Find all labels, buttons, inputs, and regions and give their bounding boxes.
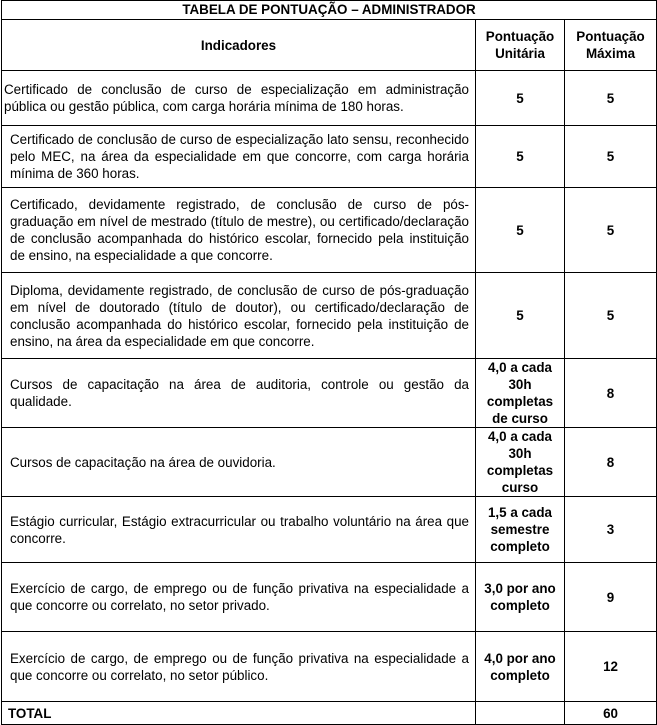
indicador-cell: Estágio curricular, Estágio extracurricular ou trabalho voluntário na área que concorre. <box>2 497 476 563</box>
table-row <box>2 126 657 188</box>
table-row <box>2 71 657 126</box>
indicador-cell: Certificado de conclusão de curso de especialização em administração pública ou gestão pública, com carga horária mínima de 180 horas. <box>2 71 476 126</box>
header-pontuacao-unitaria: Pontuação Unitária <box>476 20 565 71</box>
pontuacao-unitaria-cell: 5 <box>476 71 565 126</box>
pontuacao-unitaria-cell: 1,5 a cada semestre completo <box>476 497 565 563</box>
indicador-cell: Cursos de capacitação na área de auditoria, controle ou gestão da qualidade. <box>2 359 476 428</box>
table-row <box>2 359 657 428</box>
indicador-cell: Certificado, devidamente registrado, de conclusão de curso de pós-graduação em nível de mestrado (título de mestre), ou certificado/declaração de conclusão acompanhada do histórico escolar, fornecido pela instituição de ensino, na especialidade a que concorre. <box>2 188 476 273</box>
pontuacao-maxima-cell: 12 <box>565 632 657 702</box>
table-header-row <box>2 20 657 71</box>
indicador-cell: Certificado de conclusão de curso de especialização lato sensu, reconhecido pelo MEC, na área da especialidade em que concorre, com carga horária mínima de 360 horas. <box>2 126 476 188</box>
pontuacao-maxima-cell: 5 <box>565 71 657 126</box>
table-row <box>2 428 657 497</box>
pontuacao-maxima-cell: 9 <box>565 563 657 632</box>
table-row <box>2 273 657 359</box>
table-row <box>2 563 657 632</box>
pontuacao-table <box>1 0 657 725</box>
table-row <box>2 188 657 273</box>
pontuacao-unitaria-cell: 5 <box>476 126 565 188</box>
table-row <box>2 497 657 563</box>
pontuacao-maxima-cell: 5 <box>565 188 657 273</box>
total-value: 60 <box>565 702 657 725</box>
total-row <box>2 702 657 725</box>
pontuacao-maxima-cell: 3 <box>565 497 657 563</box>
pontuacao-unitaria-cell: 3,0 por ano completo <box>476 563 565 632</box>
indicador-cell: Diploma, devidamente registrado, de conclusão de curso de pós-graduação em nível de doutorado (título de doutor), ou certificado/declaração de conclusão acompanhada do histórico escolar, fornecido pela instituição de ensino, na área da especialidade em que concorre. <box>2 273 476 359</box>
pontuacao-maxima-cell: 5 <box>565 273 657 359</box>
table-title: TABELA DE PONTUAÇÃO – ADMINISTRADOR <box>2 1 657 20</box>
indicador-cell: Exercício de cargo, de emprego ou de função privativa na especialidade a que concorre ou correlato, no setor privado. <box>2 563 476 632</box>
pontuacao-maxima-cell: 8 <box>565 428 657 497</box>
header-pontuacao-maxima: Pontuação Máxima <box>565 20 657 71</box>
table-title-row <box>2 1 657 20</box>
pontuacao-maxima-cell: 5 <box>565 126 657 188</box>
pontuacao-unitaria-cell: 4,0 por ano completo <box>476 632 565 702</box>
pontuacao-unitaria-cell: 5 <box>476 273 565 359</box>
pontuacao-maxima-cell: 8 <box>565 359 657 428</box>
pontuacao-unitaria-cell: 5 <box>476 188 565 273</box>
pontuacao-unitaria-cell: 4,0 a cada 30h completas curso <box>476 428 565 497</box>
table-row <box>2 632 657 702</box>
indicador-cell: Cursos de capacitação na área de ouvidoria. <box>2 428 476 497</box>
total-label: TOTAL <box>2 702 476 725</box>
header-indicadores: Indicadores <box>2 20 476 71</box>
pontuacao-unitaria-cell: 4,0 a cada 30h completas de curso <box>476 359 565 428</box>
total-empty-cell <box>476 702 565 725</box>
indicador-cell: Exercício de cargo, de emprego ou de função privativa na especialidade a que concorre ou correlato, no setor público. <box>2 632 476 702</box>
